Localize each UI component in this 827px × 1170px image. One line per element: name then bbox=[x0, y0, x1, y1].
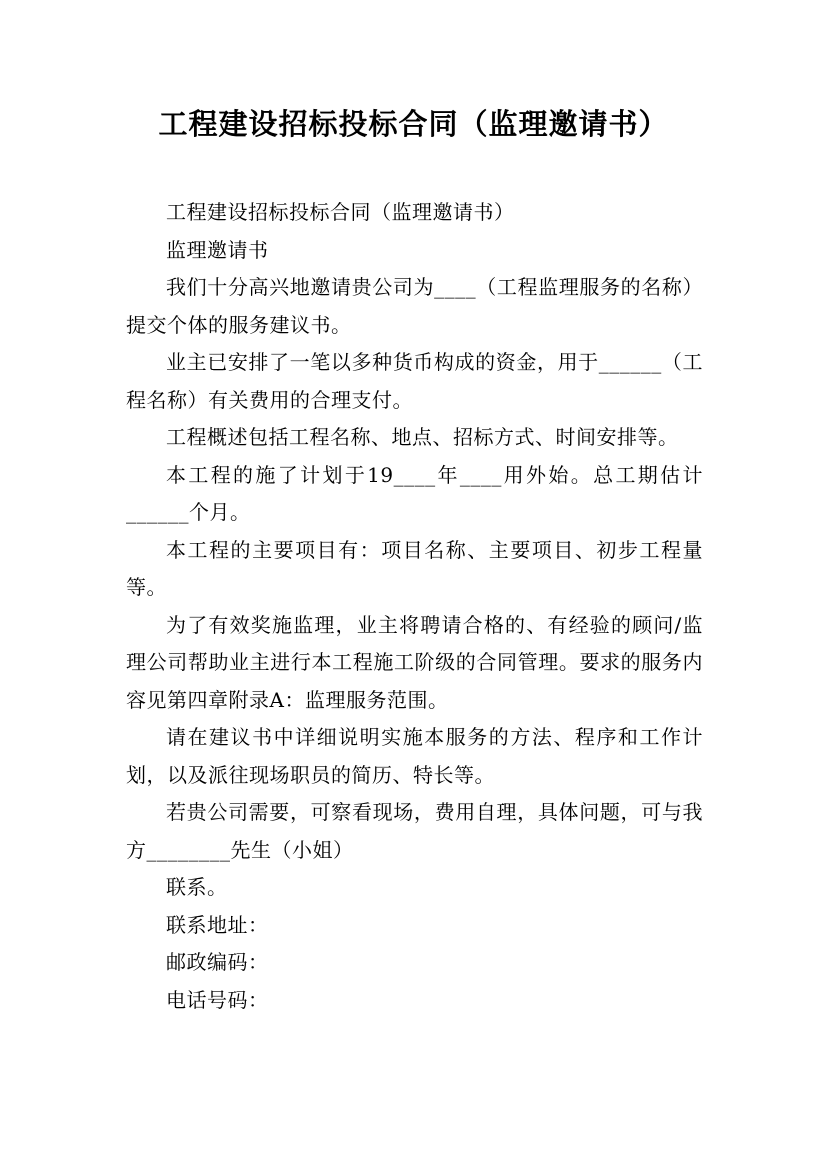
paragraph-invitation: 我们十分高兴地邀请贵公司为____（工程监理服务的名称）提交个体的服务建议书。 bbox=[126, 275, 703, 337]
paragraph-funding: 业主已安排了一笔以多种货币构成的资金，用于______（工程名称）有关费用的合理支付。 bbox=[126, 350, 703, 412]
paragraph-heading-repeat: 工程建设招标投标合同（监理邀请书） bbox=[166, 200, 515, 224]
document-body bbox=[126, 194, 703, 1019]
paragraph-supervision: 为了有效奖施监理，业主将聘请合格的、有经验的顾问/监理公司帮助业主进行本工程施工阶级的合同管理。要求的服务内容见第四章附录A：监理服务范围。 bbox=[126, 612, 703, 712]
paragraph-schedule: 本工程的施了计划于19____年____用外始。总工期估计______个月。 bbox=[126, 462, 703, 524]
paragraph-overview: 工程概述包括工程名称、地点、招标方式、时间安排等。 bbox=[166, 425, 679, 449]
paragraph-contact: 联系。 bbox=[166, 875, 228, 899]
paragraph-postal-code: 邮政编码： bbox=[166, 950, 269, 974]
paragraph-subtitle: 监理邀请书 bbox=[166, 237, 269, 262]
paragraph-site-visit: 若贵公司需要，可察看现场，费用自理，具体问题，可与我方________先生（小姐） bbox=[126, 800, 703, 862]
paragraph-contact-address: 联系地址： bbox=[166, 912, 269, 937]
paragraph-main-items: 本工程的主要项目有：项目名称、主要项目、初步工程量等。 bbox=[126, 537, 703, 599]
paragraph-proposal-details: 请在建议书中详细说明实施本服务的方法、程序和工作计划，以及派往现场职员的简历、特长等。 bbox=[126, 725, 703, 787]
paragraph-phone-number: 电话号码： bbox=[166, 987, 269, 1012]
document-title: 工程建设招标投标合同（监理邀请书） bbox=[158, 107, 669, 141]
